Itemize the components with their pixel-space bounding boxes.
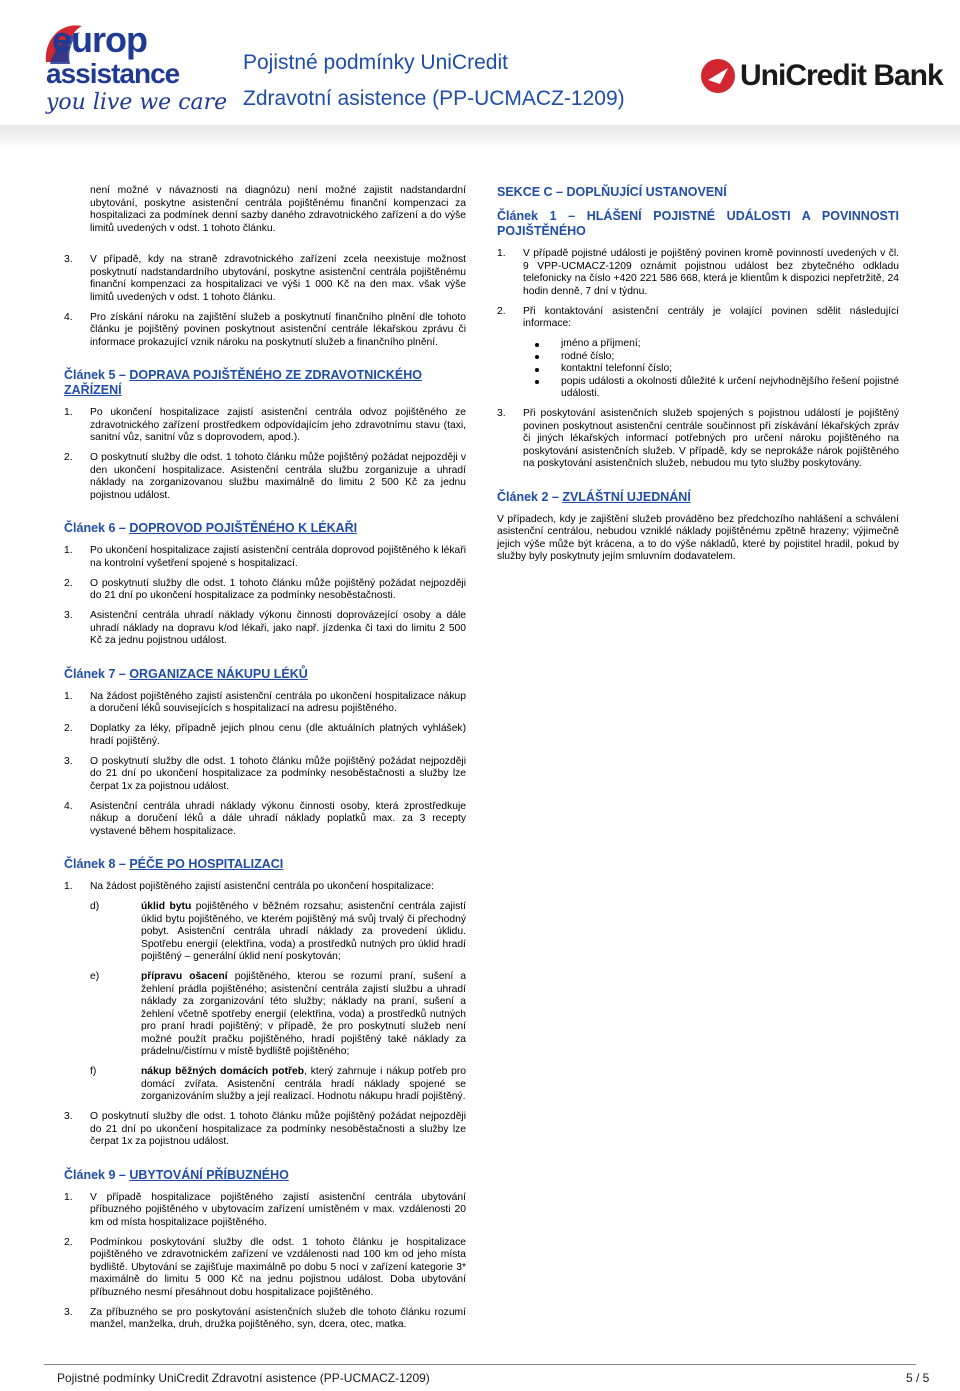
- article-6-item: 2. O poskytnutí služby dle odst. 1 tohoto článku může pojištěný požádat nejpozději do 21 dní po ukončení hospitalizace za podmínky nesoběstačnosti.: [64, 577, 466, 601]
- left-column: [64, 185, 466, 1339]
- footer-divider: [44, 1364, 916, 1365]
- right-column: [497, 185, 899, 572]
- europ-brand-word: europ: [52, 19, 148, 60]
- article-8-item: 3. O poskytnutí služby dle odst. 1 tohoto článku může pojištěný požádat nejpozději do 21 dní po ukončení hospitalizace za podmínky nesoběstačnosti a služby lze čerpat 1x za pojistnou událost.: [64, 1111, 466, 1147]
- paragraph-3: 3. V případě, kdy na straně zdravotnického zařízení zcela neexistuje možnost poskytnutí nadstandardního ubytování, poskytne asistenční centrála pojištěnému finanční kompenzaci za hospitalizaci ve výši 1 000 Kč na den max. však výše limitů uvedených v odst. 1 tohoto článku.: [64, 254, 466, 303]
- article-9-item: 3. Za příbuzného se pro poskytování asistenčních služeb dle tohoto článku rozumí manžel, manželka, druh, družka pojištěného, syn, dcera, otec, matka.: [64, 1306, 466, 1330]
- document-subtitle: Zdravotní asistence (PP-UCMACZ-1209): [243, 87, 625, 110]
- list-item: rodné číslo;: [523, 351, 899, 364]
- footer-document-name: Pojistné podmínky UniCredit Zdravotní asistence (PP-UCMACZ-1209): [57, 1371, 430, 1385]
- section-c-heading: SEKCE C – DOPLŇUJÍCÍ USTANOVENÍ: [497, 185, 727, 199]
- list-item: popis události a okolnosti důležité k určení nejvhodnějšího řešení pojistné události.: [523, 376, 899, 401]
- article-9-item: 2. Podmínkou poskytování služby dle odst. 1 tohoto článku je hospitalizace pojištěného ve zdravotnickém zařízení ve vzdálenosti nad 100 km od jeho místa bydliště. Ubytování se zajišťuje maximálně po dobu 5 nocí v zařízení kategorie 3* maximálně do limitu 5 000 Kč na jednu pojistnou událost. Doba ubytování příbuzného nesmí přesáhnout dobu hospitalizace pojištěného.: [64, 1236, 466, 1298]
- article-5-item: 1. Po ukončení hospitalizace zajistí asistenční centrála odvoz pojištěného ze zdravotnického zařízení prostředkem odpovídajícím jeho zdravotnímu stavu (taxi, sanitní vůz, sanitní vůz s doprovodem, apod.).: [64, 407, 466, 443]
- article-8-heading: Článek 8 – PÉČE PO HOSPITALIZACI: [64, 857, 284, 871]
- page-number: 5 / 5: [906, 1371, 930, 1385]
- article-6-heading: Článek 6 – DOPROVOD POJIŠTĚNÉHO K LÉKAŘI: [64, 521, 358, 535]
- article-8-subitem: e) přípravu ošacení pojištěného, kterou se rozumí praní, sušení a žehlení prádla pojištěného; asistenční centrála zajistí službu a uhradí náklady za zorganizování této služby; náklady na praní, sušení a žehlení včetně spotřeby energií (elektřina, voda) a prostředků nutných pro praní hradí pojištěný; v případě, že pro poskytnutí služeb není možné použít pračku pojištěného, hradí pojištěný také náklady za prádelnu/čistírnu v místě bydliště pojištěného;: [90, 971, 467, 1057]
- paragraph-4: 4. Pro získání nároku na zajištění služeb a poskytnutí finančního plnění dle tohoto článku je pojištěný povinen poskytnout asistenční centrále lékařskou zprávu či informace prokazující vznik nároku na poskytnutí služeb a finančního plnění.: [64, 311, 466, 348]
- page-header: [0, 0, 960, 150]
- unicredit-logo-icon: [700, 58, 736, 94]
- assistance-brand-word: assistance: [46, 58, 180, 89]
- article-1-item: 2. Při kontaktování asistenční centrály je volající povinen sdělit následující informace:: [497, 305, 899, 329]
- list-item: jméno a příjmení;: [523, 338, 899, 351]
- article-2-heading: Článek 2 – ZVLÁŠTNÍ UJEDNÁNÍ: [497, 489, 691, 504]
- article-5-heading: Článek 5 – DOPRAVA POJIŠTĚNÉHO ZE ZDRAVOTNICKÉHO ZAŘÍZENÍ: [64, 368, 422, 397]
- article-6-item: 3. Asistenční centrála uhradí náklady výkonu činnosti doprovázející osoby a dále uhradí náklady na dopravu k/od lékaři, jako např. jízdenka či taxi do limitu 2 500 Kč za jednu pojistnou událost.: [64, 610, 466, 646]
- article-7-item: 1. Na žádost pojištěného zajistí asistenční centrála po ukončení hospitalizace nákup a doručení léků souvisejících s hospitalizací na adresu pojištěného.: [64, 690, 466, 714]
- article-7-heading: Článek 7 – ORGANIZACE NÁKUPU LÉKŮ: [64, 666, 308, 681]
- header-band: [0, 125, 960, 145]
- article-7-item: 2. Doplatky za léky, případně jejich plnou cenu (dle aktuálních platných vyhlášek) hradí pojištěný.: [64, 723, 466, 747]
- article-7-item: 4. Asistenční centrála uhradí náklady výkonu činnosti osoby, která zprostředkuje nákup a doručení léků a dále uhradí náklady poplatků max. za 3 recepty vystavené během hospitalizace.: [64, 800, 466, 837]
- article-8-subitem: f) nákup běžných domácích potřeb, který zahrnuje i nákup potřeb pro domácí zvířata. Asistenční centrála hradí náklady spojené se zorganizováním služby a její realizací. Hodnotu nákupu hradí pojištěný.: [90, 1066, 466, 1102]
- article-9-item: 1. V případě hospitalizace pojištěného zajistí asistenční centrála ubytování příbuzného pojištěného v ubytovacím zařízení umístěném v max. vzdálenosti 20 km od místa hospitalizace pojištěného.: [64, 1191, 466, 1228]
- required-info-list: [523, 338, 899, 401]
- unicredit-brand-word: UniCredit Bank: [740, 59, 943, 92]
- list-item: kontaktní telefonní číslo;: [523, 363, 899, 376]
- document-title: Pojistné podmínky UniCredit: [243, 51, 508, 74]
- article-1-heading: Článek 1 – HLÁŠENÍ POJISTNÉ UDÁLOSTI A POVINNOSTI POJIŠTĚNÉHO: [497, 209, 899, 238]
- article-2-text: V případech, kdy je zajištění služeb prováděno bez předchozího nahlášení a schválení asistenční centrálou, nebudou vzniklé náklady pojištěnému zpětně hrazeny; výjimečně jejich výše může být krácena, a to do výše nákladů, které by pojistitel hradil, pokud by služby byly poskytnuty jejím smluvním dodavatelem.: [497, 513, 899, 562]
- article-5-item: 2. O poskytnutí služby dle odst. 1 tohoto článku může pojištěný požádat nejpozději v den ukončení hospitalizace. Asistenční centrála službu zorganizuje a uhradí náklady na zorganizovanou službu maximálně do limitu 2 500 Kč za jednu pojistnou událost.: [64, 452, 466, 501]
- brand-tagline: you live we care: [46, 90, 228, 115]
- article-9-heading: Článek 9 – UBYTOVÁNÍ PŘÍBUZNÉHO: [64, 1167, 289, 1182]
- article-7-item: 3. O poskytnutí služby dle odst. 1 tohoto článku může pojištěný požádat nejpozději do 21 dní po ukončení hospitalizace za podmínky nesoběstačnosti a služby lze čerpat 1x za pojistnou událost.: [64, 755, 466, 792]
- article-8-subitem: d) úklid bytu pojištěného v běžném rozsahu; asistenční centrála zajistí úklid bytu pojištěného, ve kterém pojištěný má svůj trvalý či přechodný pobyt. Asistenční centrála uhradí náklady za provedení úklidu. Spotřebu energií (elektřina, voda) a prostředků nutných pro úklid hradí pojištěný – generální úklid není poskytován;: [90, 901, 466, 962]
- article-8-item: 1. Na žádost pojištěného zajistí asistenční centrála po ukončení hospitalizace:: [64, 881, 435, 892]
- continued-paragraph: není možné v návaznosti na diagnózu) není možné zajistit nadstandardní ubytování, poskytne asistenční centrála pojištěnému finanční kompenzaci za hospitalizaci za podmínek denní sazby daného zdravotnického zařízení a do výše limitů uvedených v odst. 1 tohoto článku.: [90, 185, 466, 234]
- article-1-item: 3. Při poskytování asistenčních služeb spojených s pojistnou událostí je pojištěný povinen poskytnout asistenční centrále součinnost při získávání lékařských zpráv či jiných lékařských informací potřebných pro určení nároku pojištěného na poskytování asistenčních služeb. V případě, kdy se neprokáže nárok pojištěného na poskytování asistenčních služeb, nebudou mu tyto služby poskytovány.: [497, 408, 899, 469]
- article-1-item: 1. V případě pojistné události je pojištěný povinen kromě povinností uvedených v čl. 9 VPP-UCMACZ-1209 oznámit pojistnou událost bez zbytečného odkladu telefonicky na číslo +420 221 586 668, která je klientům k dispozici nepřetržitě, 24 hodin denně, 7 dní v týdnu.: [497, 248, 899, 297]
- article-6-item: 1. Po ukončení hospitalizace zajistí asistenční centrála doprovod pojištěného k lékaři na kontrolní vyšetření spojené s hospitalizací.: [64, 545, 466, 569]
